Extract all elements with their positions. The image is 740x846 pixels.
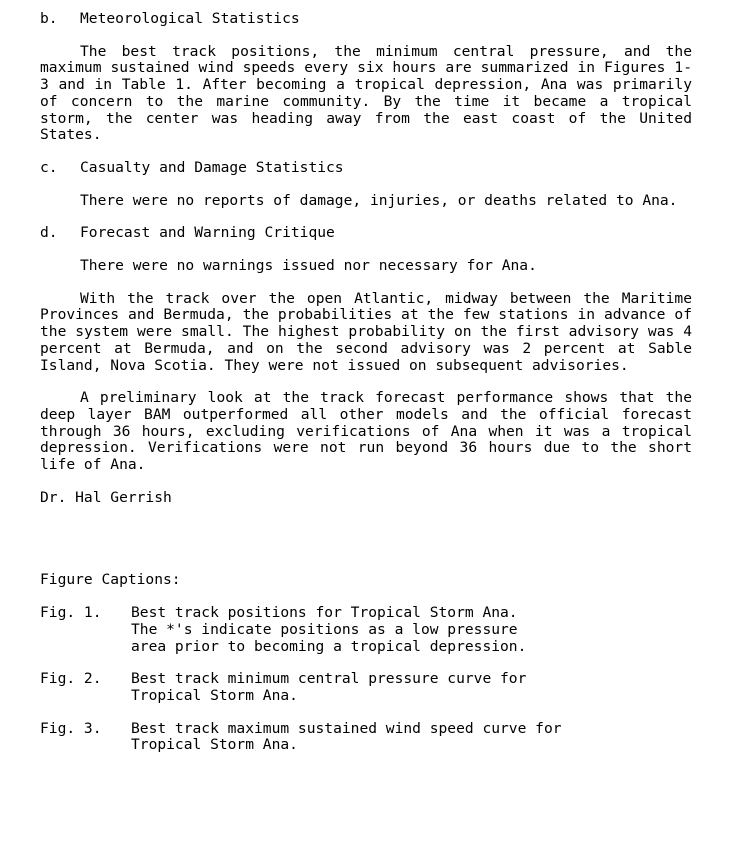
body-paragraph: There were no warnings issued nor necessary for Ana.: [80, 257, 537, 275]
section-title: Meteorological Statistics: [80, 10, 300, 27]
figure-caption-label: Fig. 1.: [40, 604, 102, 622]
body-paragraph: With the track over the open Atlantic, midway between the Maritime Provinces and Bermuda, the probabilities at the few stations in advance of the system were small. The highest probability on the first advisory was 4 percent at Bermuda, and on the second advisory was 2 percent at Sable Island, Nova Scotia. They were not issued on subsequent advisories.: [40, 289, 692, 374]
figure-caption-label: Fig. 2.: [40, 670, 102, 688]
body-paragraph: The best track positions, the minimum central pressure, and the maximum sustained wind speeds every six hours are summarized in Figures 1-3 and in Table 1. After becoming a tropical depression, Ana was primarily of concern to the marine community. By the time it became a tropical storm, the center was heading away from the east coast of the United States.: [40, 42, 692, 144]
body-paragraph: A preliminary look at the track forecast performance shows that the deep layer BAM outperformed all other models and the official forecast through 36 hours, excluding verifications of Ana when it was a tropical depression. Verifications were not run beyond 36 hours due to the short life of Ana.: [40, 389, 692, 474]
body-paragraph: There were no reports of damage, injuries, or deaths related to Ana.: [80, 191, 678, 209]
section-heading-casualty-damage: [40, 160, 692, 177]
figure-caption-text: Best track maximum sustained wind speed curve for Tropical Storm Ana.: [131, 719, 562, 754]
section-title: Casualty and Damage Statistics: [80, 158, 344, 176]
figure-caption: [40, 671, 692, 704]
section-heading-forecast-warning: [40, 225, 692, 242]
section-letter: b.: [40, 10, 58, 27]
figure-caption: [40, 605, 692, 655]
section-heading-meteorological-statistics: [40, 11, 692, 28]
figure-captions-heading: Figure Captions:: [40, 571, 181, 589]
figure-caption-text: Best track positions for Tropical Storm Ana. The *'s indicate positions as a low pressure area prior to becoming a tropical depression.: [131, 604, 527, 655]
figure-caption-label: Fig. 3.: [40, 719, 102, 737]
section-title: Forecast and Warning Critique: [80, 224, 335, 242]
author-signature: Dr. Hal Gerrish: [40, 488, 172, 506]
section-letter: d.: [40, 224, 58, 242]
figure-caption-text: Best track minimum central pressure curve for Tropical Storm Ana.: [131, 670, 527, 704]
section-letter: c.: [40, 158, 58, 176]
document-page: [40, 11, 692, 754]
figure-caption: [40, 721, 692, 754]
